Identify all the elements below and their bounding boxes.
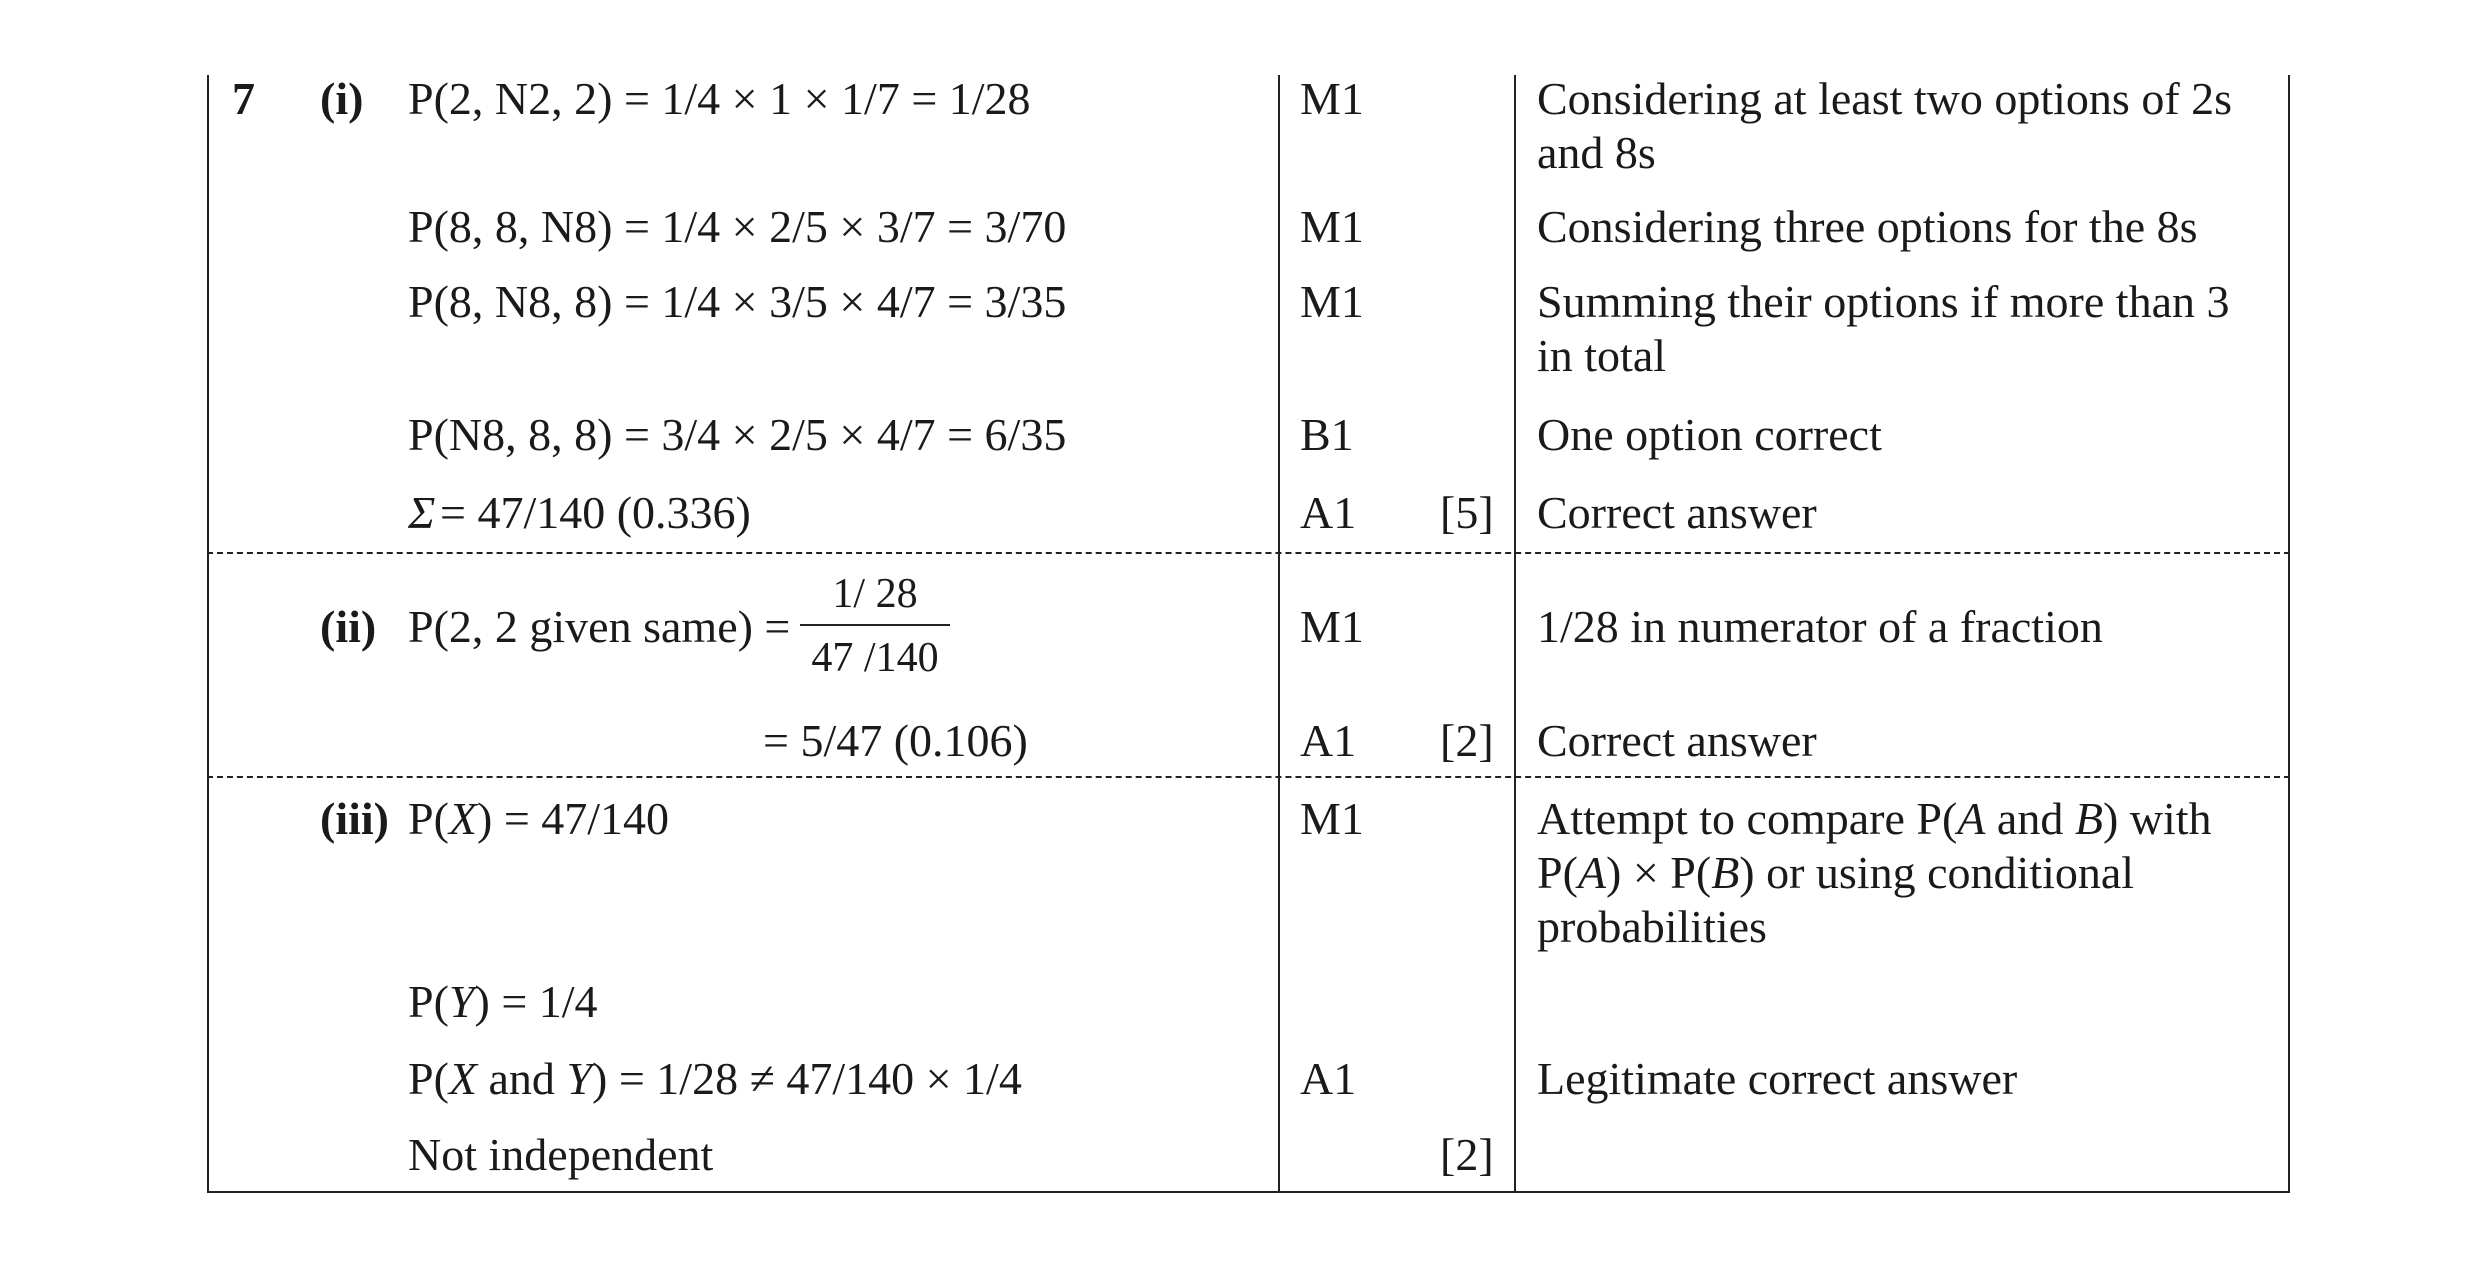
mark-code: A1 — [1300, 487, 1357, 538]
part-label-iii: (iii) — [320, 793, 389, 844]
part-label-i: (i) — [320, 73, 364, 124]
working-line: P(8, 8, N8) = 1/4 × 2/5 × 3/7 = 3/70 — [408, 201, 1067, 252]
fraction — [800, 570, 950, 682]
guidance-note: Summing their options if more than 3 in total — [1537, 276, 2230, 381]
working-line: P(2, N2, 2) = 1/4 × 1 × 1/7 = 1/28 — [408, 73, 1031, 124]
mark-code: A1 — [1300, 715, 1357, 766]
working-line: = 5/47 (0.106) — [763, 715, 1028, 766]
guidance-note: 1/28 in numerator of a fraction — [1537, 601, 2103, 652]
mark-code: M1 — [1300, 793, 1364, 844]
guidance-note: Considering three options for the 8s — [1537, 201, 2198, 252]
part-total: [5] — [1440, 487, 1494, 538]
question-number: 7 — [232, 73, 255, 124]
working-line: P(N8, 8, 8) = 3/4 × 2/5 × 4/7 = 6/35 — [408, 409, 1067, 460]
sigma-symbol: Σ — [408, 487, 436, 538]
working-line: = 47/140 (0.336) — [440, 487, 751, 538]
table-bottom-border — [207, 1191, 2290, 1193]
working-line: Not independent — [408, 1129, 714, 1180]
part-label-ii: (ii) — [320, 601, 377, 652]
column-divider-mark — [1278, 75, 1280, 1192]
mark-code: M1 — [1300, 601, 1364, 652]
mark-code: M1 — [1300, 201, 1364, 252]
fraction-numerator: 1/ 28 — [832, 571, 918, 617]
fraction-denominator: 47 /140 — [811, 635, 939, 681]
table-left-border — [207, 75, 209, 1192]
fraction-bar — [800, 624, 950, 626]
guidance-note: Considering at least two options of 2s and 8s — [1537, 73, 2233, 178]
mark-code: M1 — [1300, 73, 1364, 124]
table-right-border — [2288, 75, 2290, 1192]
part-divider-2 — [207, 776, 2290, 778]
part-total: [2] — [1440, 1129, 1494, 1180]
guidance-note-line2: P(A) × P(B) or using conditional — [1537, 847, 2135, 898]
working-line: P(X and Y) = 1/28 ≠ 47/140 × 1/4 — [408, 1053, 1022, 1104]
guidance-note: One option correct — [1537, 409, 1882, 460]
column-divider-guidance — [1514, 75, 1516, 1192]
mark-code: M1 — [1300, 276, 1364, 327]
guidance-note: Legitimate correct answer — [1537, 1053, 2018, 1104]
guidance-note: Attempt to compare P(A and B) with — [1537, 793, 2212, 844]
working-line: P(Y) = 1/4 — [408, 976, 598, 1027]
mark-code: B1 — [1300, 409, 1354, 460]
working-line: P(2, 2 given same) = — [408, 601, 791, 652]
working-line: P(8, N8, 8) = 1/4 × 3/5 × 4/7 = 3/35 — [408, 276, 1067, 327]
part-divider-1 — [207, 552, 2290, 554]
guidance-note-line3: probabilities — [1537, 901, 1767, 952]
mark-code: A1 — [1300, 1053, 1357, 1104]
guidance-note: Correct answer — [1537, 487, 1817, 538]
part-total: [2] — [1440, 715, 1494, 766]
working-line: P(X) = 47/140 — [408, 793, 670, 844]
guidance-note: Correct answer — [1537, 715, 1817, 766]
